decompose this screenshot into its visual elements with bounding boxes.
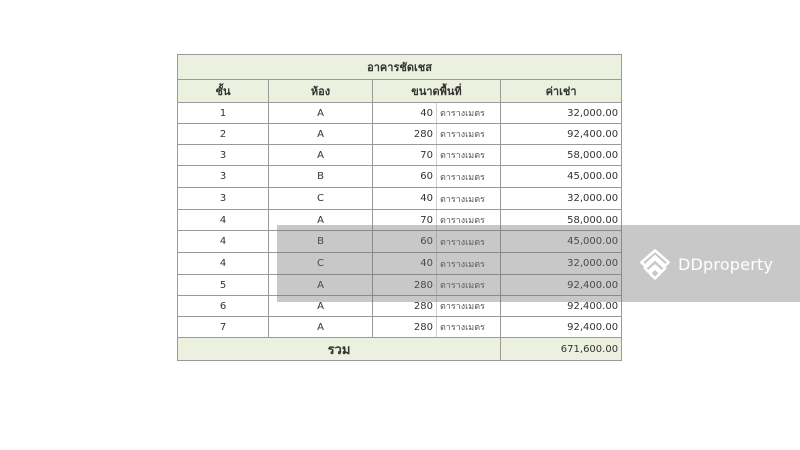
cell-floor: 5 [178,275,269,296]
cell-floor: 4 [178,210,269,231]
cell-area: 40 [373,253,437,275]
cell-room: B [269,231,373,253]
cell-floor: 3 [178,145,269,166]
cell-unit: ตารางเมตร [437,253,501,275]
rent-table [177,54,622,361]
cell-room: A [269,296,373,317]
cell-room: A [269,275,373,296]
table-title-row [178,55,622,80]
cell-floor: 1 [178,103,269,124]
cell-floor: 3 [178,166,269,188]
cell-room: C [269,188,373,210]
cell-area: 70 [373,145,437,166]
table-header-row [178,80,622,103]
cell-room: A [269,210,373,231]
cell-room: A [269,103,373,124]
cell-unit: ตารางเมตร [437,124,501,145]
watermark-logo [638,247,773,281]
cell-rent: 45,000.00 [501,231,622,253]
cell-rent: 32,000.00 [501,188,622,210]
cell-area: 280 [373,275,437,296]
table-title: อาคารชัดเชส [178,55,622,80]
cell-floor: 7 [178,317,269,338]
cell-rent: 32,000.00 [501,103,622,124]
cell-unit: ตารางเมตร [437,231,501,253]
cell-area: 60 [373,166,437,188]
cell-area: 40 [373,188,437,210]
cell-rent: 45,000.00 [501,166,622,188]
house-logo-icon [638,247,672,281]
total-value: 671,600.00 [501,338,622,361]
cell-room: A [269,124,373,145]
cell-unit: ตารางเมตร [437,210,501,231]
total-label: รวม [178,338,501,361]
cell-rent: 32,000.00 [501,253,622,275]
cell-area: 40 [373,103,437,124]
cell-unit: ตารางเมตร [437,103,501,124]
header-room: ห้อง [269,80,373,103]
cell-room: C [269,253,373,275]
header-area: ขนาดพื้นที่ [373,80,501,103]
cell-room: B [269,166,373,188]
cell-rent: 92,400.00 [501,275,622,296]
cell-area: 70 [373,210,437,231]
watermark-brand: DDproperty [678,254,774,274]
cell-room: A [269,145,373,166]
table-row [178,188,622,210]
cell-rent: 58,000.00 [501,145,622,166]
cell-area: 280 [373,124,437,145]
cell-rent: 58,000.00 [501,210,622,231]
header-floor: ชั้น [178,80,269,103]
table-row [178,145,622,166]
cell-floor: 4 [178,253,269,275]
cell-rent: 92,400.00 [501,317,622,338]
table-row [178,166,622,188]
table-row [178,103,622,124]
cell-rent: 92,400.00 [501,296,622,317]
cell-area: 60 [373,231,437,253]
cell-unit: ตารางเมตร [437,166,501,188]
cell-rent: 92,400.00 [501,124,622,145]
cell-area: 280 [373,296,437,317]
cell-unit: ตารางเมตร [437,317,501,338]
table-total-row [178,338,622,361]
cell-area: 280 [373,317,437,338]
cell-unit: ตารางเมตร [437,296,501,317]
cell-floor: 6 [178,296,269,317]
cell-floor: 3 [178,188,269,210]
table-row [178,124,622,145]
cell-floor: 2 [178,124,269,145]
table-body [178,103,622,338]
cell-floor: 4 [178,231,269,253]
cell-unit: ตารางเมตร [437,145,501,166]
cell-room: A [269,317,373,338]
cell-unit: ตารางเมตร [437,188,501,210]
table-row [178,317,622,338]
cell-unit: ตารางเมตร [437,275,501,296]
header-rent: ค่าเช่า [501,80,622,103]
